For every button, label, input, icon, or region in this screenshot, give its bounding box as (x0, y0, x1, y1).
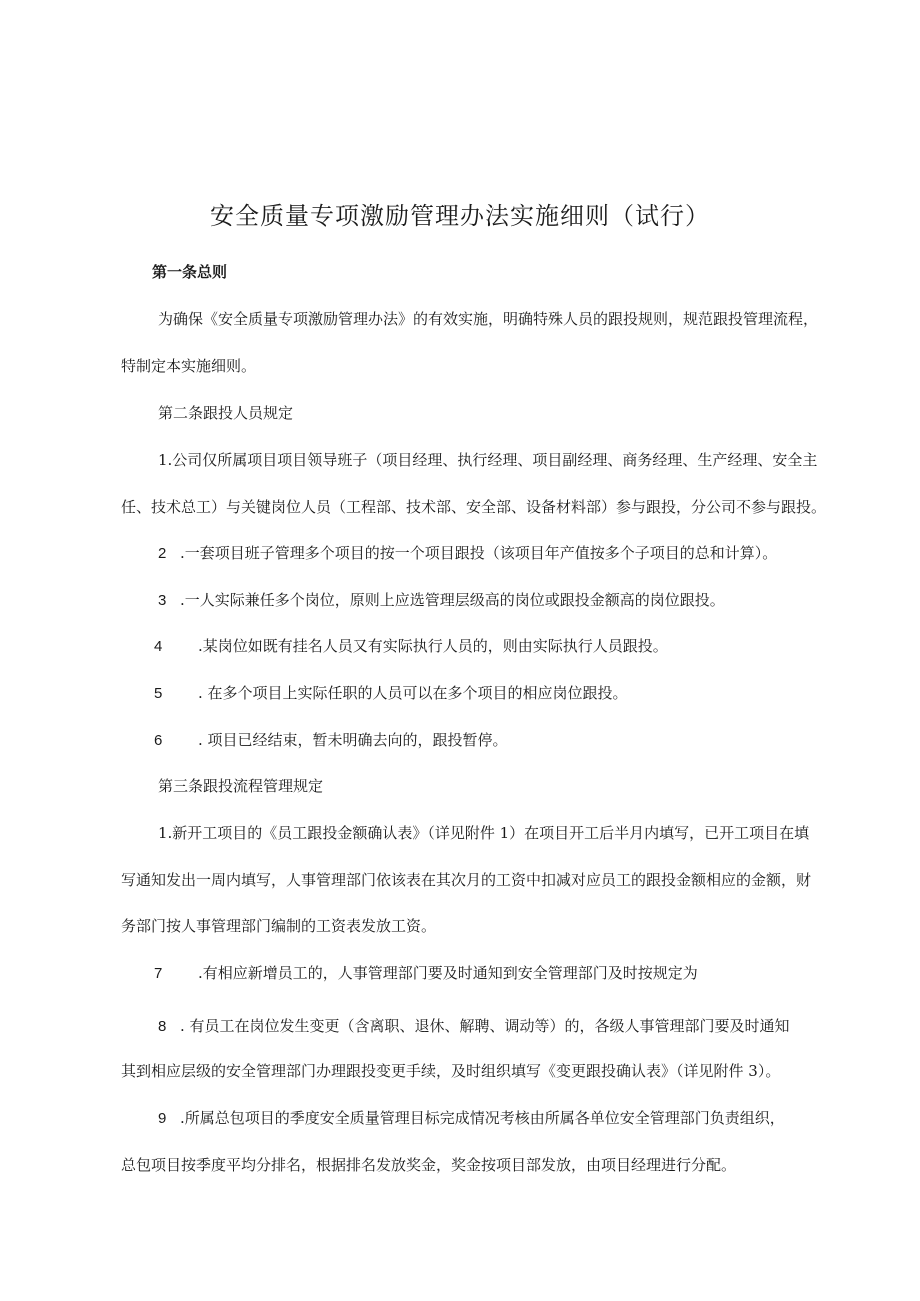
article3-heading: 第三条跟投流程管理规定 (158, 777, 324, 795)
article1-para-line2: 特制定本实施细则。 (121, 357, 257, 375)
item-text: . 有员工在岗位发生变更（含离职、退休、解聘、调动等）的，各级人事管理部门要及时通知 (180, 1017, 790, 1035)
item-number: 6 (154, 732, 163, 749)
item-number: 3 (158, 592, 167, 609)
item-text: .所属总包项目的季度安全质量管理目标完成情况考核由所属各单位安全管理部门负责组织， (180, 1109, 785, 1127)
article2-item3 (158, 590, 725, 611)
item-number: 8 (158, 1018, 167, 1035)
article2-item4 (154, 636, 668, 657)
item-number: 2 (158, 545, 167, 562)
item-text: .有相应新增员工的，人事管理部门要及时通知到安全管理部门及时按规定为 (198, 964, 698, 982)
article3-item9 (158, 1108, 785, 1129)
article1-heading: 第一条总则 (152, 263, 228, 281)
article3-item1-line3: 务部门按人事管理部门编制的工资表发放工资。 (121, 917, 437, 935)
item-number: 9 (158, 1110, 167, 1127)
article3-item7 (154, 963, 698, 984)
article3-item1-line1: 1.新开工项目的《员工跟投金额确认表》（详见附件 1）在项目开工后半月内填写，已开工项目在填 (158, 824, 810, 842)
item-text: . 项目已经结束，暂未明确去向的，跟投暂停。 (198, 731, 508, 749)
article2-item1-line1: 1.公司仅所属项目项目领导班子（项目经理、执行经理、项目副经理、商务经理、生产经理、安全主 (158, 451, 818, 469)
article3-item9-line2: 总包项目按季度平均分排名，根据排名发放奖金，奖金按项目部发放，由项目经理进行分配。 (121, 1156, 737, 1174)
item-text: .某岗位如既有挂名人员又有实际执行人员的，则由实际执行人员跟投。 (198, 637, 668, 655)
item-text: . 在多个项目上实际任职的人员可以在多个项目的相应岗位跟投。 (198, 684, 628, 702)
article3-item8-line2: 其到相应层级的安全管理部门办理跟投变更手续，及时组织填写《变更跟投确认表》（详见附件 3）。 (121, 1062, 781, 1080)
article2-heading: 第二条跟投人员规定 (158, 404, 294, 422)
item-number: 7 (154, 965, 163, 982)
article2-item5 (154, 683, 628, 704)
article2-item6 (154, 730, 508, 751)
article3-item8 (158, 1016, 790, 1037)
item-number: 4 (154, 638, 163, 655)
item-text: .一人实际兼任多个岗位，原则上应选管理层级高的岗位或跟投金额高的岗位跟投。 (180, 591, 725, 609)
document-title: 安全质量专项激励管理办法实施细则（试行） (210, 202, 710, 230)
item-text: .一套项目班子管理多个项目的按一个项目跟投（该项目年产值按多个子项目的总和计算）。 (180, 544, 778, 562)
article3-item1-line2: 写通知发出一周内填写，人事管理部门依该表在其次月的工资中扣减对应员工的跟投金额相应的金额，财 (121, 871, 812, 889)
article2-item2 (158, 543, 777, 564)
article2-item1-line2: 任、技术总工）与关键岗位人员（工程部、技术部、安全部、设备材料部）参与跟投，分公司不参与跟投。 (121, 498, 827, 516)
item-number: 5 (154, 685, 163, 702)
article1-para-line1: 为确保《安全质量专项激励管理办法》的有效实施，明确特殊人员的跟投规则，规范跟投管理流程， (158, 310, 819, 328)
